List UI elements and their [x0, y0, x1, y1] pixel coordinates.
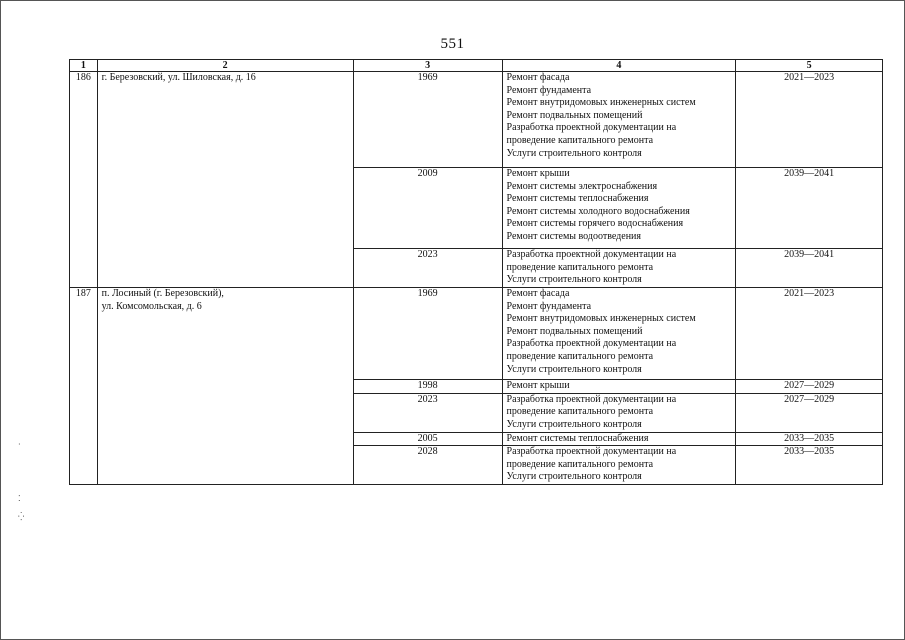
work-item: Услуги строительного контроля — [506, 274, 642, 286]
work-item: Ремонт подвальных помещений — [506, 109, 643, 121]
work-item: Услуги строительного контроля — [506, 147, 642, 159]
work-item: Ремонт внутридомовых инженерных систем — [506, 313, 696, 325]
work-item: Разработка проектной документации на — [506, 122, 677, 134]
work-item: Ремонт системы холодного водоснабжения — [506, 205, 690, 217]
scan-specks: · ⁚ ⁛ — [18, 440, 25, 521]
work-item: Ремонт фасада — [506, 72, 570, 83]
work-item: Ремонт системы водоотведения — [506, 230, 642, 242]
work-item: проведение капитального ремонта — [506, 406, 654, 418]
work-item: Ремонт фундамента — [506, 84, 592, 96]
repair-period: 2033—2035 — [736, 446, 883, 485]
entry-address — [97, 72, 353, 288]
column-header: 4 — [502, 60, 736, 72]
build-year: 2023 — [353, 393, 502, 432]
work-item: проведение капитального ремонта — [506, 261, 654, 273]
work-item: Ремонт подвальных помещений — [506, 325, 643, 337]
header-row — [70, 60, 883, 72]
repair-period: 2021—2023 — [736, 288, 883, 380]
work-item: Ремонт фасада — [506, 288, 570, 299]
repair-period: 2039—2041 — [736, 168, 883, 249]
build-year: 1969 — [353, 72, 502, 168]
work-item: Ремонт системы горячего водоснабжения — [506, 218, 684, 230]
work-list — [502, 288, 736, 380]
entry-number: 186 — [70, 72, 98, 288]
work-list — [502, 168, 736, 249]
repair-period: 2027—2029 — [736, 393, 883, 432]
repair-schedule-table — [69, 59, 883, 485]
work-list — [502, 432, 736, 446]
work-item: Разработка проектной документации на — [506, 393, 677, 405]
work-list — [502, 446, 736, 485]
repair-period: 2021—2023 — [736, 72, 883, 168]
work-item: Услуги строительного контроля — [506, 471, 642, 483]
entry-number: 187 — [70, 288, 98, 485]
work-list — [502, 393, 736, 432]
column-header: 2 — [97, 60, 353, 72]
work-item: Услуги строительного контроля — [506, 418, 642, 430]
work-item: Разработка проектной документации на — [506, 338, 677, 350]
address-line: ул. Комсомольская, д. 6 — [101, 300, 202, 312]
work-item: Ремонт внутридомовых инженерных систем — [506, 97, 696, 109]
page-number: 551 — [440, 36, 465, 52]
work-item: Ремонт фундамента — [506, 300, 592, 312]
address-line: г. Березовский, ул. Шиловская, д. 16 — [101, 72, 256, 83]
work-item: Ремонт системы электроснабжения — [506, 180, 658, 192]
column-header: 1 — [70, 60, 98, 72]
table-row — [70, 72, 883, 168]
work-list — [502, 72, 736, 168]
table-row — [70, 288, 883, 380]
work-item: Ремонт крыши — [506, 168, 570, 179]
work-item: проведение капитального ремонта — [506, 350, 654, 362]
repair-period: 2039—2041 — [736, 249, 883, 288]
work-item: Разработка проектной документации на — [506, 446, 677, 458]
work-item: Ремонт системы теплоснабжения — [506, 432, 649, 444]
build-year: 2023 — [353, 249, 502, 288]
work-item: Ремонт системы теплоснабжения — [506, 193, 649, 205]
repair-period: 2033—2035 — [736, 432, 883, 446]
address-line: п. Лосиный (г. Березовский), — [101, 288, 224, 299]
work-list — [502, 249, 736, 288]
work-item: Услуги строительного контроля — [506, 363, 642, 375]
entry-address — [97, 288, 353, 485]
column-header: 5 — [736, 60, 883, 72]
build-year: 2009 — [353, 168, 502, 249]
work-item: Ремонт крыши — [506, 380, 570, 391]
work-item: проведение капитального ремонта — [506, 134, 654, 146]
work-item: проведение капитального ремонта — [506, 458, 654, 470]
build-year: 2028 — [353, 446, 502, 485]
work-item: Разработка проектной документации на — [506, 249, 677, 260]
column-header: 3 — [353, 60, 502, 72]
work-list — [502, 380, 736, 394]
build-year: 1969 — [353, 288, 502, 380]
repair-period: 2027—2029 — [736, 380, 883, 394]
build-year: 2005 — [353, 432, 502, 446]
build-year: 1998 — [353, 380, 502, 394]
